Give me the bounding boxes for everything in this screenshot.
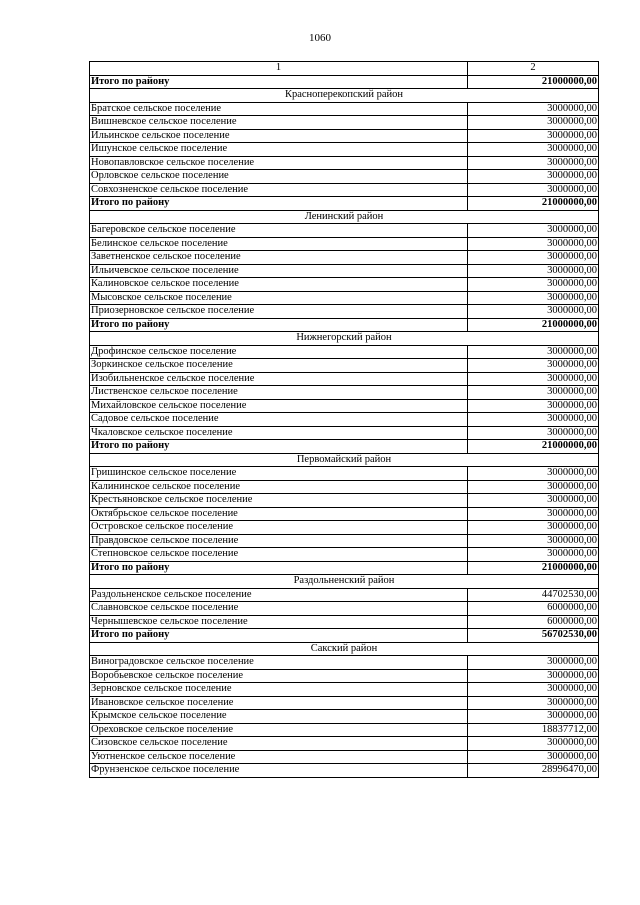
settlement-name: Заветненское сельское поселение (90, 251, 468, 265)
district-title: Сакский район (90, 642, 599, 656)
settlement-amount: 3000000,00 (468, 183, 599, 197)
table-row (90, 507, 599, 521)
district-total-value: 56702530,00 (468, 629, 599, 643)
district-total-label: Итого по району (90, 440, 468, 454)
district-total-row (90, 75, 599, 89)
budget-table-body (90, 62, 599, 778)
table-row (90, 669, 599, 683)
table-row (90, 750, 599, 764)
table-row (90, 494, 599, 508)
settlement-amount: 3000000,00 (468, 170, 599, 184)
table-row (90, 467, 599, 481)
table-row (90, 305, 599, 319)
settlement-name: Гришинское сельское поселение (90, 467, 468, 481)
table-row (90, 291, 599, 305)
table-row (90, 264, 599, 278)
settlement-amount: 3000000,00 (468, 534, 599, 548)
settlement-name: Братское сельское поселение (90, 102, 468, 116)
table-row (90, 413, 599, 427)
table-row (90, 156, 599, 170)
settlement-amount: 3000000,00 (468, 467, 599, 481)
table-row (90, 224, 599, 238)
settlement-name: Приозерновское сельское поселение (90, 305, 468, 319)
table-header-row (90, 62, 599, 76)
settlement-amount: 3000000,00 (468, 669, 599, 683)
column-1-header: 1 (90, 62, 468, 76)
district-total-label: Итого по району (90, 197, 468, 211)
settlement-amount: 18837712,00 (468, 723, 599, 737)
settlement-amount: 3000000,00 (468, 224, 599, 238)
settlement-amount: 3000000,00 (468, 237, 599, 251)
settlement-amount: 3000000,00 (468, 507, 599, 521)
settlement-amount: 3000000,00 (468, 291, 599, 305)
settlement-name: Ивановское сельское поселение (90, 696, 468, 710)
settlement-name: Садовое сельское поселение (90, 413, 468, 427)
table-row (90, 116, 599, 130)
settlement-amount: 3000000,00 (468, 305, 599, 319)
table-row (90, 656, 599, 670)
settlement-amount: 3000000,00 (468, 656, 599, 670)
table-row (90, 548, 599, 562)
district-total-value: 21000000,00 (468, 75, 599, 89)
settlement-name: Виноградовское сельское поселение (90, 656, 468, 670)
district-header-row (90, 89, 599, 103)
table-row (90, 723, 599, 737)
settlement-amount: 3000000,00 (468, 143, 599, 157)
table-row (90, 143, 599, 157)
district-total-label: Итого по району (90, 75, 468, 89)
settlement-amount: 3000000,00 (468, 696, 599, 710)
district-header-row (90, 453, 599, 467)
settlement-amount: 3000000,00 (468, 102, 599, 116)
settlement-name: Багеровское сельское поселение (90, 224, 468, 238)
table-row (90, 696, 599, 710)
table-row (90, 278, 599, 292)
settlement-amount: 3000000,00 (468, 750, 599, 764)
table-row (90, 372, 599, 386)
settlement-name: Дрофинское сельское поселение (90, 345, 468, 359)
table-row (90, 170, 599, 184)
settlement-amount: 3000000,00 (468, 399, 599, 413)
settlement-name: Белинское сельское поселение (90, 237, 468, 251)
table-row (90, 534, 599, 548)
settlement-name: Ишунское сельское поселение (90, 143, 468, 157)
settlement-amount: 3000000,00 (468, 278, 599, 292)
settlement-amount: 6000000,00 (468, 602, 599, 616)
table-row (90, 102, 599, 116)
district-title: Нижнегорский район (90, 332, 599, 346)
settlement-name: Орловское сельское поселение (90, 170, 468, 184)
settlement-name: Калиновское сельское поселение (90, 278, 468, 292)
settlement-name: Совхозненское сельское поселение (90, 183, 468, 197)
settlement-amount: 28996470,00 (468, 764, 599, 778)
settlement-name: Михайловское сельское поселение (90, 399, 468, 413)
settlement-name: Крестьяновское сельское поселение (90, 494, 468, 508)
settlement-name: Изобильненское сельское поселение (90, 372, 468, 386)
settlement-amount: 3000000,00 (468, 156, 599, 170)
settlement-amount: 3000000,00 (468, 129, 599, 143)
district-header-row (90, 642, 599, 656)
settlement-name: Сизовское сельское поселение (90, 737, 468, 751)
table-row (90, 183, 599, 197)
table-row (90, 683, 599, 697)
table-row (90, 737, 599, 751)
settlement-name: Зоркинское сельское поселение (90, 359, 468, 373)
district-total-label: Итого по району (90, 318, 468, 332)
table-row (90, 521, 599, 535)
district-total-label: Итого по району (90, 629, 468, 643)
settlement-amount: 6000000,00 (468, 615, 599, 629)
settlement-amount: 3000000,00 (468, 251, 599, 265)
district-title: Красноперекопский район (90, 89, 599, 103)
table-row (90, 602, 599, 616)
settlement-name: Мысовское сельское поселение (90, 291, 468, 305)
settlement-amount: 44702530,00 (468, 588, 599, 602)
table-row (90, 399, 599, 413)
settlement-amount: 3000000,00 (468, 548, 599, 562)
table-row (90, 426, 599, 440)
settlement-amount: 3000000,00 (468, 683, 599, 697)
settlement-amount: 3000000,00 (468, 359, 599, 373)
table-row (90, 359, 599, 373)
settlement-amount: 3000000,00 (468, 372, 599, 386)
settlement-name: Правдовское сельское поселение (90, 534, 468, 548)
settlement-name: Степновское сельское поселение (90, 548, 468, 562)
settlement-name: Островское сельское поселение (90, 521, 468, 535)
settlement-amount: 3000000,00 (468, 480, 599, 494)
settlement-amount: 3000000,00 (468, 413, 599, 427)
settlement-amount: 3000000,00 (468, 737, 599, 751)
table-row (90, 237, 599, 251)
settlement-amount: 3000000,00 (468, 494, 599, 508)
district-header-row (90, 332, 599, 346)
settlement-name: Ильинское сельское поселение (90, 129, 468, 143)
table-row (90, 588, 599, 602)
district-total-value: 21000000,00 (468, 561, 599, 575)
district-total-value: 21000000,00 (468, 318, 599, 332)
table-row (90, 480, 599, 494)
column-2-header: 2 (468, 62, 599, 76)
district-total-row (90, 561, 599, 575)
table-row (90, 710, 599, 724)
settlement-name: Лиственское сельское поселение (90, 386, 468, 400)
table-row (90, 615, 599, 629)
settlement-amount: 3000000,00 (468, 386, 599, 400)
settlement-name: Воробьевское сельское поселение (90, 669, 468, 683)
district-total-row (90, 197, 599, 211)
settlement-name: Славновское сельское поселение (90, 602, 468, 616)
district-title: Первомайский район (90, 453, 599, 467)
settlement-name: Новопавловское сельское поселение (90, 156, 468, 170)
settlement-name: Крымское сельское поселение (90, 710, 468, 724)
district-total-row (90, 440, 599, 454)
settlement-amount: 3000000,00 (468, 345, 599, 359)
settlement-amount: 3000000,00 (468, 426, 599, 440)
district-header-row (90, 210, 599, 224)
settlement-amount: 3000000,00 (468, 264, 599, 278)
table-row (90, 129, 599, 143)
district-total-row (90, 318, 599, 332)
settlement-name: Ильичевское сельское поселение (90, 264, 468, 278)
settlement-name: Раздольненское сельское поселение (90, 588, 468, 602)
district-header-row (90, 575, 599, 589)
district-total-value: 21000000,00 (468, 440, 599, 454)
settlement-name: Вишневское сельское поселение (90, 116, 468, 130)
settlement-name: Уютненское сельское поселение (90, 750, 468, 764)
district-total-value: 21000000,00 (468, 197, 599, 211)
district-title: Раздольненский район (90, 575, 599, 589)
settlement-name: Ореховское сельское поселение (90, 723, 468, 737)
settlement-amount: 3000000,00 (468, 710, 599, 724)
settlement-name: Чкаловское сельское поселение (90, 426, 468, 440)
district-total-row (90, 629, 599, 643)
settlement-name: Октябрьское сельское поселение (90, 507, 468, 521)
table-row (90, 251, 599, 265)
district-title: Ленинский район (90, 210, 599, 224)
settlement-name: Калининское сельское поселение (90, 480, 468, 494)
settlement-name: Чернышевское сельское поселение (90, 615, 468, 629)
table-row (90, 764, 599, 778)
page-number: 1060 (309, 32, 331, 44)
settlement-amount: 3000000,00 (468, 521, 599, 535)
budget-table (89, 61, 599, 778)
settlement-name: Зерновское сельское поселение (90, 683, 468, 697)
table-row (90, 386, 599, 400)
settlement-amount: 3000000,00 (468, 116, 599, 130)
settlement-name: Фрунзенское сельское поселение (90, 764, 468, 778)
district-total-label: Итого по району (90, 561, 468, 575)
table-row (90, 345, 599, 359)
